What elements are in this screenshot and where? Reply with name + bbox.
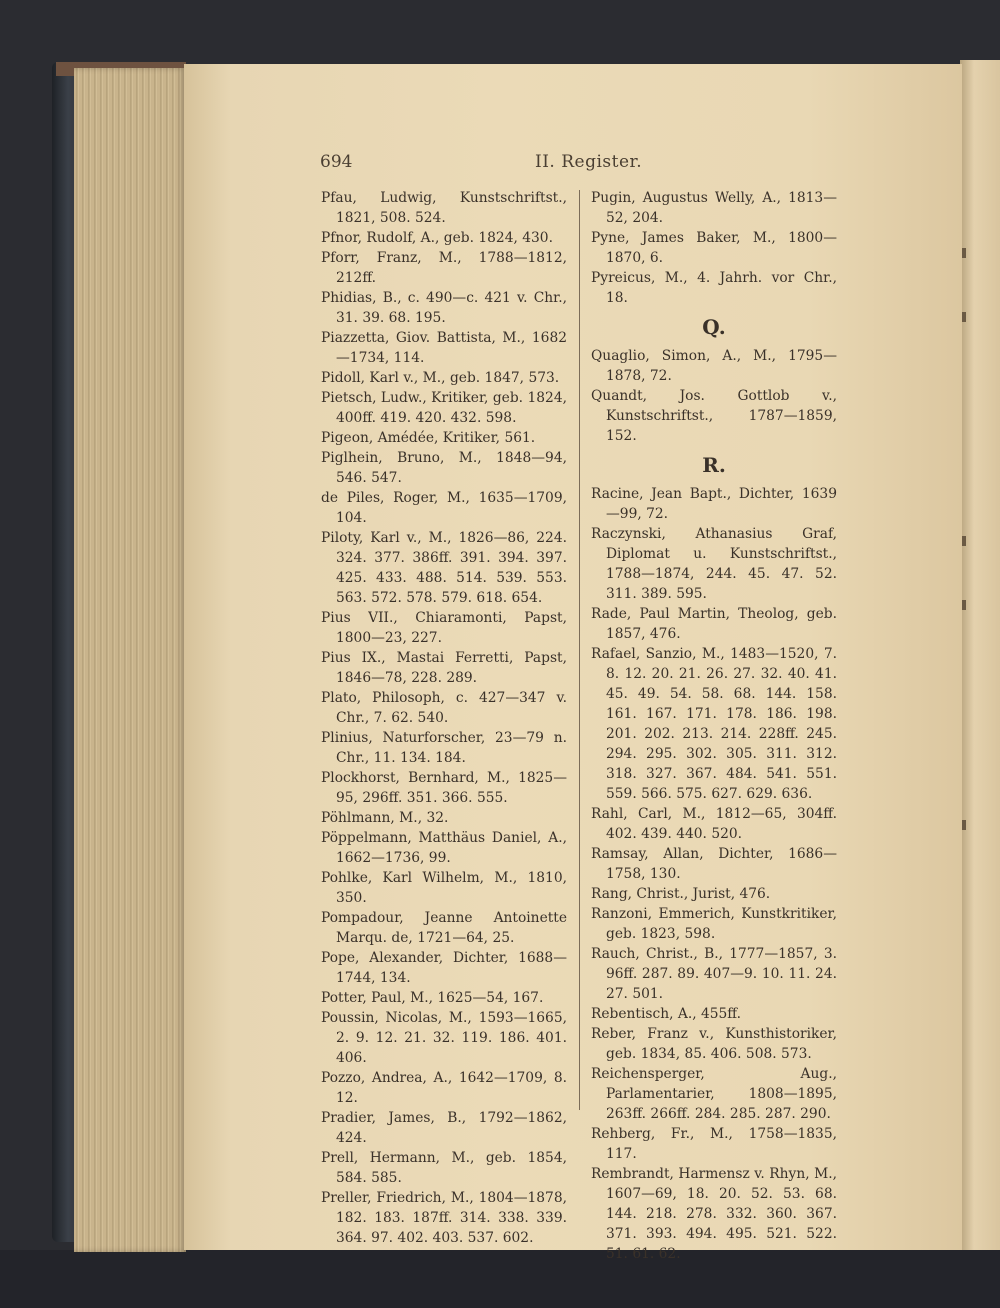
index-entry: Raczynski, Athanasius Graf, Diplomat u. Kunstschriftst., 1788—1874, 244. 45. 47. 52. 311. 389. 595. bbox=[591, 526, 837, 602]
index-entry: de Piles, Roger, M., 1635—1709, 104. bbox=[321, 490, 567, 526]
index-column-right bbox=[591, 188, 837, 1264]
index-entry: Pfnor, Rudolf, A., geb. 1824, 430. bbox=[321, 230, 553, 246]
index-entry: Ranzoni, Emmerich, Kunstkritiker, geb. 1823, 598. bbox=[591, 906, 837, 942]
index-column-left bbox=[321, 188, 567, 1248]
page-number: 694 bbox=[320, 152, 353, 172]
index-entry: Reber, Franz v., Kunsthistoriker, geb. 1834, 85. 406. 508. 573. bbox=[591, 1026, 837, 1062]
index-entry: Pyne, James Baker, M., 1800—1870, 6. bbox=[591, 230, 837, 266]
index-entry: Poussin, Nicolas, M., 1593—1665, 2. 9. 12. 21. 32. 119. 186. 401. 406. bbox=[321, 1010, 567, 1066]
index-entry: Rang, Christ., Jurist, 476. bbox=[591, 886, 771, 902]
index-entry: Rebentisch, A., 455ff. bbox=[591, 1006, 742, 1022]
page-edges bbox=[74, 68, 186, 1252]
index-entry: Potter, Paul, M., 1625—54, 167. bbox=[321, 990, 544, 1006]
index-entry: Pius VII., Chiaramonti, Papst, 1800—23, 227. bbox=[321, 610, 567, 646]
index-entry: Reichensperger, Aug., Parlamentarier, 1808—1895, 263ff. 266ff. 284. 285. 287. 290. bbox=[591, 1066, 837, 1122]
index-entry: Preller, Friedrich, M., 1804—1878, 182. 183. 187ff. 314. 338. 339. 364. 97. 402. 403. 537. 602. bbox=[321, 1190, 567, 1246]
running-title: II. Register. bbox=[535, 152, 643, 172]
index-entry: Rehberg, Fr., M., 1758—1835, 117. bbox=[591, 1126, 837, 1162]
index-entry: Pigeon, Amédée, Kritiker, 561. bbox=[321, 430, 536, 446]
index-entry: Quandt, Jos. Gottlob v., Kunstschriftst., 1787—1859, 152. bbox=[591, 388, 837, 444]
index-entry: Pompadour, Jeanne Antoinette Marqu. de, 1721—64, 25. bbox=[321, 910, 567, 946]
index-entry: Piazzetta, Giov. Battista, M., 1682—1734, 114. bbox=[321, 330, 567, 366]
letter-heading-q: Q. bbox=[702, 315, 726, 339]
index-entry: Pius IX., Mastai Ferretti, Papst, 1846—78, 228. 289. bbox=[321, 650, 567, 686]
page-header bbox=[320, 152, 840, 182]
index-entry: Plinius, Naturforscher, 23—79 n. Chr., 11. 134. 184. bbox=[321, 730, 567, 766]
index-entry: Plockhorst, Bernhard, M., 1825—95, 296ff. 351. 366. 555. bbox=[321, 770, 567, 806]
index-entry: Pidoll, Karl v., M., geb. 1847, 573. bbox=[321, 370, 560, 386]
index-entry: Pöppelmann, Matthäus Daniel, A., 1662—1736, 99. bbox=[321, 830, 567, 866]
index-entry: Rembrandt, Harmensz v. Rhyn, M., 1607—69, 18. 20. 52. 53. 68. 144. 218. 278. 332. 360. 367. 371. 393. 494. 495. 521. 522. 51. 61. 62. bbox=[591, 1166, 837, 1262]
index-entry: Rahl, Carl, M., 1812—65, 304ff. 402. 439. 440. 520. bbox=[591, 806, 837, 842]
index-entry: Pope, Alexander, Dichter, 1688—1744, 134. bbox=[321, 950, 567, 986]
index-entry: Ramsay, Allan, Dichter, 1686—1758, 130. bbox=[591, 846, 837, 882]
index-entry: Pyreicus, M., 4. Jahrh. vor Chr., 18. bbox=[591, 270, 837, 306]
index-entry: Plato, Philosoph, c. 427—347 v. Chr., 7. 62. 540. bbox=[321, 690, 567, 726]
index-entry: Pradier, James, B., 1792—1862, 424. bbox=[321, 1110, 567, 1146]
index-entry: Quaglio, Simon, A., M., 1795—1878, 72. bbox=[591, 348, 837, 384]
index-entry: Pohlke, Karl Wilhelm, M., 1810, 350. bbox=[321, 870, 567, 906]
book-page bbox=[184, 64, 962, 1250]
index-entry: Prell, Hermann, M., geb. 1854, 584. 585. bbox=[321, 1150, 567, 1186]
column-divider bbox=[579, 190, 580, 1110]
index-entry: Phidias, B., c. 490—c. 421 v. Chr., 31. 39. 68. 195. bbox=[321, 290, 567, 326]
index-entry: Pforr, Franz, M., 1788—1812, 212ff. bbox=[321, 250, 567, 286]
index-entry: Piloty, Karl v., M., 1826—86, 224. 324. 377. 386ff. 391. 394. 397. 425. 433. 488. 514. 539. 553. 563. 572. 578. 579. 618. 654. bbox=[321, 530, 567, 606]
index-entry: Rafael, Sanzio, M., 1483—1520, 7. 8. 12. 20. 21. 26. 27. 32. 40. 41. 45. 49. 54. 58. 68. 144. 158. 161. 167. 171. 178. 186. 198. 201. 202. 213. 214. 228ff. 245. 294. 295. 302. 305. 311. 312. 318. 327. 367. 484. 541. 551. 559. 566. 575. 627. 629. 636. bbox=[591, 646, 837, 802]
letter-heading-r: R. bbox=[702, 453, 726, 477]
index-entry: Pfau, Ludwig, Kunstschriftst., 1821, 508. 524. bbox=[321, 190, 567, 226]
index-entry: Pietsch, Ludw., Kritiker, geb. 1824, 400ff. 419. 420. 432. 598. bbox=[321, 390, 567, 426]
index-entry: Piglhein, Bruno, M., 1848—94, 546. 547. bbox=[321, 450, 567, 486]
index-entry: Pugin, Augustus Welly, A., 1813—52, 204. bbox=[591, 190, 837, 226]
index-entry: Pozzo, Andrea, A., 1642—1709, 8. 12. bbox=[321, 1070, 567, 1106]
index-entry: Racine, Jean Bapt., Dichter, 1639—99, 72. bbox=[591, 486, 837, 522]
backdrop bbox=[0, 1250, 1000, 1308]
index-entry: Rauch, Christ., B., 1777—1857, 3. 96ff. 287. 89. 407—9. 10. 11. 24. 27. 501. bbox=[591, 946, 837, 1002]
next-page-edge bbox=[960, 60, 1000, 1250]
index-entry: Pöhlmann, M., 32. bbox=[321, 810, 449, 826]
index-entry: Rade, Paul Martin, Theolog, geb. 1857, 476. bbox=[591, 606, 837, 642]
